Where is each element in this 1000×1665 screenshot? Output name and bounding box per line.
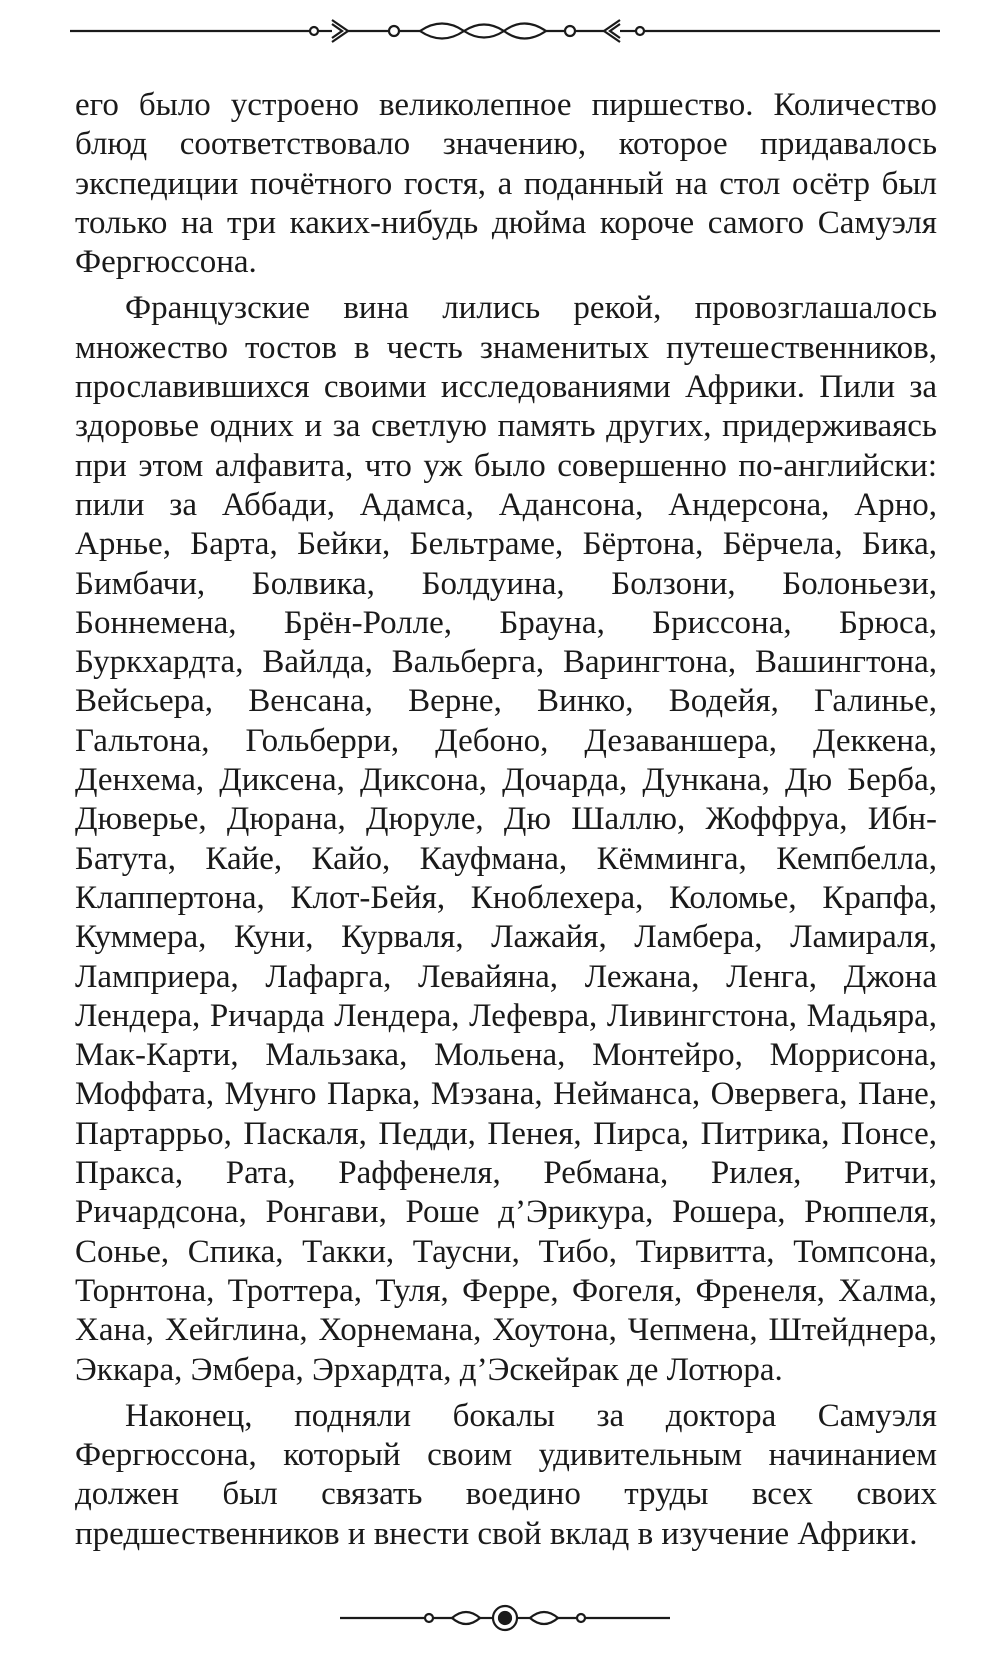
bottom-ornament-divider <box>340 1600 670 1636</box>
body-text <box>75 86 937 1554</box>
top-ornament-divider <box>70 14 940 48</box>
paragraph-3: Наконец, подняли бокалы за доктора Самуэля Фергюссона, который своим удивительным начинанием должен был связать воедино труды всех своих предшественников и внести свой вклад в изучение Африки. <box>75 1397 937 1552</box>
paragraph-2: Французские вина лились рекой, провозглашалось множество тостов в честь знаменитых путешественников, прославившихся своими исследованиями Африки. Пили за здоровье одних и за светлую память других, придерживаясь при этом алфавита, что уж было совершенно по-английски: пили за Аббади, Адамса, Адансона, Андерсона, Арно, Арнье, Барта, Бейки, Бельтраме, Бёртона, Бёрчела, Бика, Бимбачи, Болвика, Болдуина, Болзони, Болоньези, Боннемена, Брён-Ролле, Брауна, Бриссона, Брюса, Буркхардта, Вайлда, Вальберга, Варингтона, Вашингтона, Вейсьера, Венсана, Верне, Винко, Водейя, Галинье, Гальтона, Гольберри, Дебоно, Дезаваншера, Деккена, Денхема, Диксена, Диксона, Дочарда, Дункана, Дю Берба, Дюверье, Дюрана, Дюруле, Дю Шаллю, Жоффруа, Ибн-Батута, Кайе, Кайо, Кауфмана, Кёмминга, Кемпбелла, Клаппертона, Клот-Бейя, Кноблехера, Коломье, Крапфа, Куммера, Куни, Курваля, Лажайя, Ламбера, Ламираля, Ламприера, Лафарга, Левайяна, Лежана, Ленга, Джона Лендера, Ричарда Лендера, Лефевра, Ливингстона, Мадьяра, Мак-Карти, Мальзака, Мольена, Монтейро, Моррисона, Моффата, Мунго Парка, Мэзана, Нейманса, Овервега, Пане, Партаррьо, Паскаля, Педди, Пенея, Пирса, Питрика, Понсе, Пракса, Рата, Раффенеля, Ребмана, Рилея, Ритчи, Ричардсона, Ронгави, Роше д’Эрикура, Рошера, Рюппеля, Сонье, Спика, Такки, Таусни, Тибо, Тирвитта, Томпсона, Торнтона, Троттера, Туля, Ферре, Фогеля, Френеля, Халма, Хана, Хейглина, Хорнемана, Хоутона, Чепмена, Штейднера, Эккара, Эмбера, Эрхардта, д’Эскейрак де Лотюра. <box>75 290 937 1388</box>
paragraph-1: его было устроено великолепное пиршество. Количество блюд соответствовало значению, которое придавалось экспедиции почётного гостя, а поданный на стол осётр был только на три каких-нибудь дюйма короче самого Самуэля Фергюссона. <box>75 87 937 281</box>
